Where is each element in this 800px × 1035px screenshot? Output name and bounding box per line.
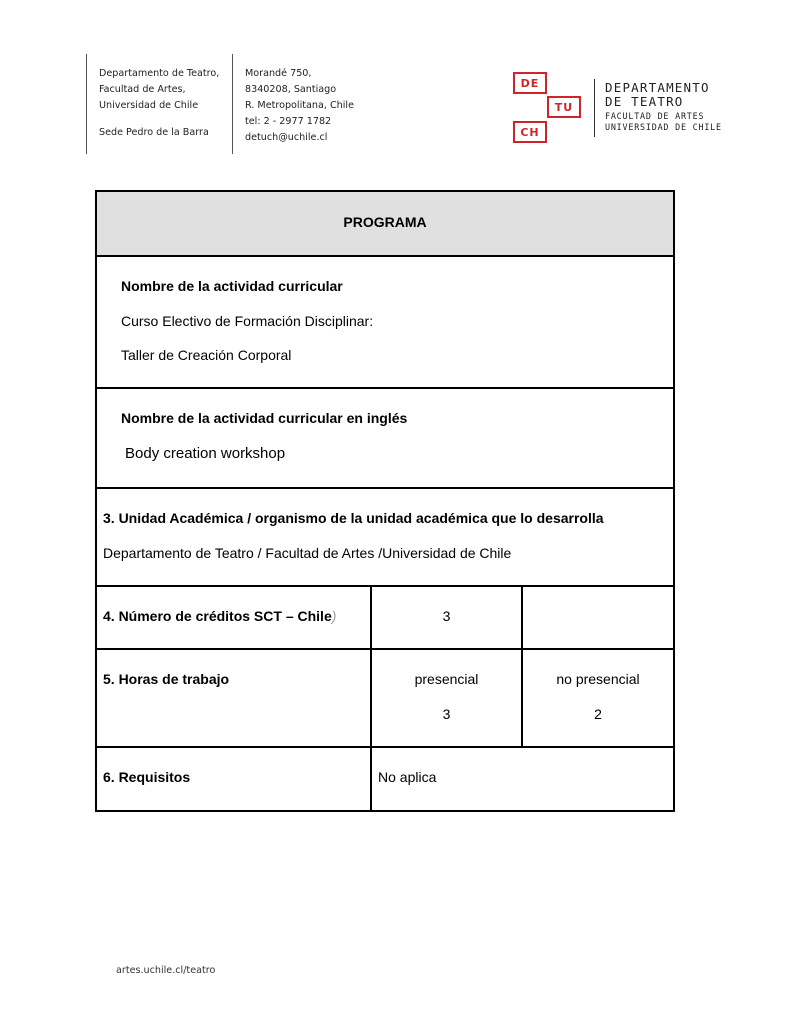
section3-value: Departamento de Teatro / Facultad de Artes /Universidad de Chile <box>103 545 512 561</box>
section5-no-presencial-value: 2 <box>594 706 602 722</box>
header-faculty-line-1: Departamento de Teatro, <box>99 68 220 79</box>
section5-label: 5. Horas de trabajo <box>103 671 230 687</box>
row-sep-1 <box>95 255 675 257</box>
header-contact-phone: tel: 2 - 2977 1782 <box>245 116 332 127</box>
table-border-right <box>673 190 675 812</box>
section4-label: 4. Número de créditos SCT – Chile <box>103 608 332 624</box>
section1-line1: Curso Electivo de Formación Disciplinar: <box>121 313 374 329</box>
col-sep-values <box>521 585 523 748</box>
section6-label: 6. Requisitos <box>103 769 191 785</box>
row-sep-2 <box>95 387 675 389</box>
row-sep-5 <box>95 648 675 650</box>
logo-box-ch: CH <box>513 121 547 143</box>
logo-divider <box>594 79 595 137</box>
header-address-faculty <box>99 66 219 141</box>
programa-title: PROGRAMA <box>343 214 427 230</box>
logo-subtitle-line-2: UNIVERSIDAD DE CHILE <box>605 122 722 132</box>
header-contact-email: detuch@uchile.cl <box>245 132 328 143</box>
row-sep-6 <box>95 746 675 748</box>
table-border-bottom <box>95 810 675 812</box>
header-divider-middle <box>232 54 233 154</box>
logo-title-line-1: DEPARTAMENTO <box>605 80 710 95</box>
logo-subtitle-line-1: FACULTAD DE ARTES <box>605 111 705 121</box>
section1-line2: Taller de Creación Corporal <box>121 347 292 363</box>
header-sede: Sede Pedro de la Barra <box>99 127 209 138</box>
header-faculty-line-3: Universidad de Chile <box>99 100 199 111</box>
header-contact-line-2: 8340208, Santiago <box>245 84 337 95</box>
row-sep-4 <box>95 585 675 587</box>
section4-label-wrap <box>103 608 336 624</box>
header-contact-line-1: Morandé 750, <box>245 68 312 79</box>
section5-presencial-value: 3 <box>442 706 451 722</box>
section4-label-suffix: ) <box>331 608 337 624</box>
header-address-contact <box>245 66 354 146</box>
row-sep-3 <box>95 487 675 489</box>
logo-box-de: DE <box>513 72 547 94</box>
header-divider-left <box>86 54 87 154</box>
header-contact-line-3: R. Metropolitana, Chile <box>245 100 354 111</box>
section5-no-presencial-header: no presencial <box>556 671 640 687</box>
section5-presencial-header: presencial <box>414 671 479 687</box>
section2-heading: Nombre de la actividad curricular en inglés <box>121 410 408 426</box>
section6-value: No aplica <box>378 769 437 785</box>
table-border-top <box>95 190 675 192</box>
section4-value: 3 <box>442 608 451 624</box>
logo-box-tu: TU <box>547 96 581 118</box>
footer-url: artes.uchile.cl/teatro <box>116 965 216 976</box>
section1-heading: Nombre de la actividad curricular <box>121 278 343 294</box>
section3-heading: 3. Unidad Académica / organismo de la unidad académica que lo desarrolla <box>103 510 604 526</box>
header-faculty-line-2: Facultad de Artes, <box>99 84 186 95</box>
table-border-left <box>95 190 97 812</box>
section2-value: Body creation workshop <box>125 445 286 462</box>
logo-title-line-2: DE TEATRO <box>605 94 684 109</box>
